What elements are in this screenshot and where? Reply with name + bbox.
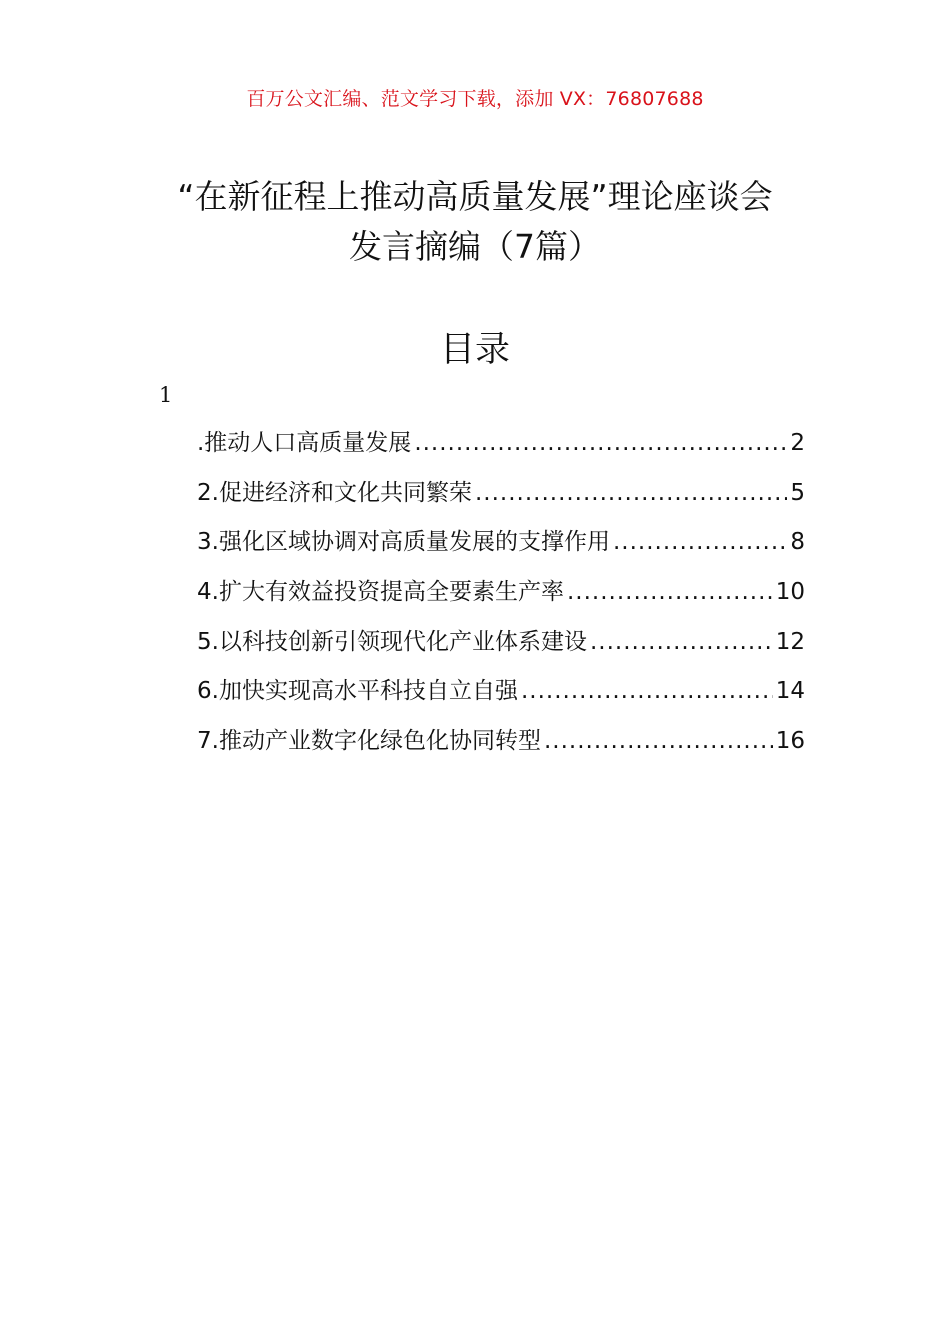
document-title — [0, 172, 950, 272]
document-title-line-1: “在新征程上推动高质量发展”理论座谈会 — [177, 177, 773, 216]
toc-entry-page: 16 — [775, 728, 805, 755]
toc-entry-page: 2 — [790, 430, 805, 456]
toc-entry-label: 6.加快实现高水平科技自立自强 — [197, 678, 518, 705]
toc-entry-page: 12 — [775, 628, 805, 655]
toc-entry-7[interactable] — [197, 721, 805, 771]
stray-list-number: 1 — [159, 383, 173, 407]
toc-entry-1[interactable] — [197, 423, 805, 473]
toc-entry-page: 5 — [790, 479, 805, 506]
toc-entry-page: 8 — [790, 529, 805, 556]
toc-entry-6[interactable] — [197, 671, 805, 721]
toc-dot-leader — [475, 473, 787, 513]
toc-dot-leader — [521, 671, 773, 711]
toc-entry-label: 7.推动产业数字化绿色化协同转型 — [197, 728, 541, 755]
toc-entry-label: 3.强化区域协调对高质量发展的支撑作用 — [197, 529, 610, 556]
toc-dot-leader — [544, 721, 773, 761]
toc-entry-page: 14 — [775, 678, 805, 705]
table-of-contents — [197, 423, 805, 771]
toc-dot-leader — [590, 622, 773, 662]
toc-entry-4[interactable] — [197, 572, 805, 622]
toc-heading: 目录 — [439, 330, 510, 370]
toc-entry-label: 5.以科技创新引领现代化产业体系建设 — [197, 628, 587, 655]
promo-header-text: 百万公文汇编、范文学习下载，添加 VX：76807688 — [246, 88, 704, 110]
toc-entry-label: 4.扩大有效益投资提高全要素生产率 — [197, 579, 564, 606]
toc-entry-label: 2.促进经济和文化共同繁荣 — [197, 479, 472, 506]
toc-dot-leader — [613, 522, 787, 562]
toc-entry-page: 10 — [775, 579, 805, 606]
toc-entry-2[interactable] — [197, 473, 805, 523]
toc-dot-leader — [414, 423, 787, 463]
toc-entry-5[interactable] — [197, 622, 805, 672]
document-title-line-2: 发言摘编（7篇） — [349, 227, 601, 266]
toc-entry-label: .推动人口高质量发展 — [197, 430, 412, 456]
toc-entry-3[interactable] — [197, 522, 805, 572]
toc-dot-leader — [567, 572, 773, 612]
